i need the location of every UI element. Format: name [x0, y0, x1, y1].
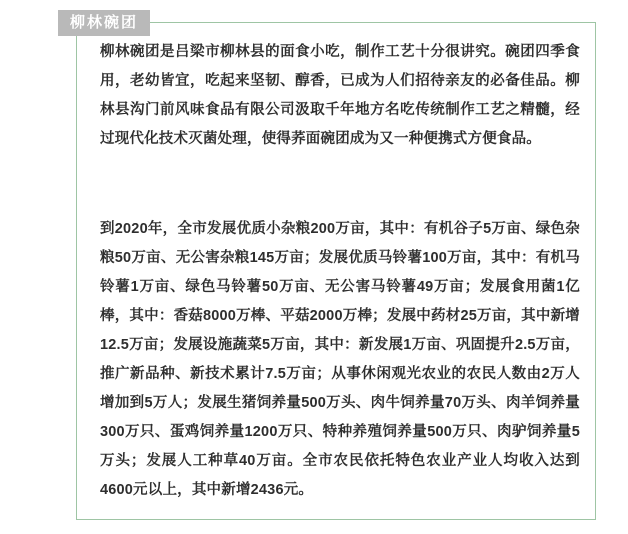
- section-tag-label: 柳林碗团: [58, 10, 150, 36]
- document-body: [100, 38, 580, 505]
- paragraph-goals: 到2020年，全市发展优质小杂粮200万亩，其中：有机谷子5万亩、绿色杂粮50万亩、无公害杂粮145万亩；发展优质马铃薯100万亩，其中：有机马铃薯1万亩、绿色马铃薯50万亩、无公害马铃薯49万亩；发展食用菌1亿棒，其中：香菇8000万棒、平菇2000万棒；发展中药材25万亩，其中新增12.5万亩；发展设施蔬菜5万亩，其中：新发展1万亩、巩固提升2.5万亩，推广新品种、新技术累计7.5万亩；从事休闲观光农业的农民人数由2万人增加到5万人；发展生猪饲养量500万头、肉牛饲养量70万头、肉羊饲养量300万只、蛋鸡饲养量1200万只、特种养殖饲养量500万只、肉驴饲养量5万头；发展人工种草40万亩。全市农民依托特色农业产业人均收入达到4600元以上，其中新增2436元。: [100, 221, 580, 498]
- paragraph-intro: 柳林碗团是吕梁市柳林县的面食小吃，制作工艺十分很讲究。碗团四季食用，老幼皆宜，吃起来坚韧、醇香，已成为人们招待亲友的必备佳品。柳林县沟门前风味食品有限公司汲取千年地方名吃传统制作工艺之精髓，经过现代化技术灭菌处理，使得荞面碗团成为又一种便携式方便食品。: [100, 44, 580, 147]
